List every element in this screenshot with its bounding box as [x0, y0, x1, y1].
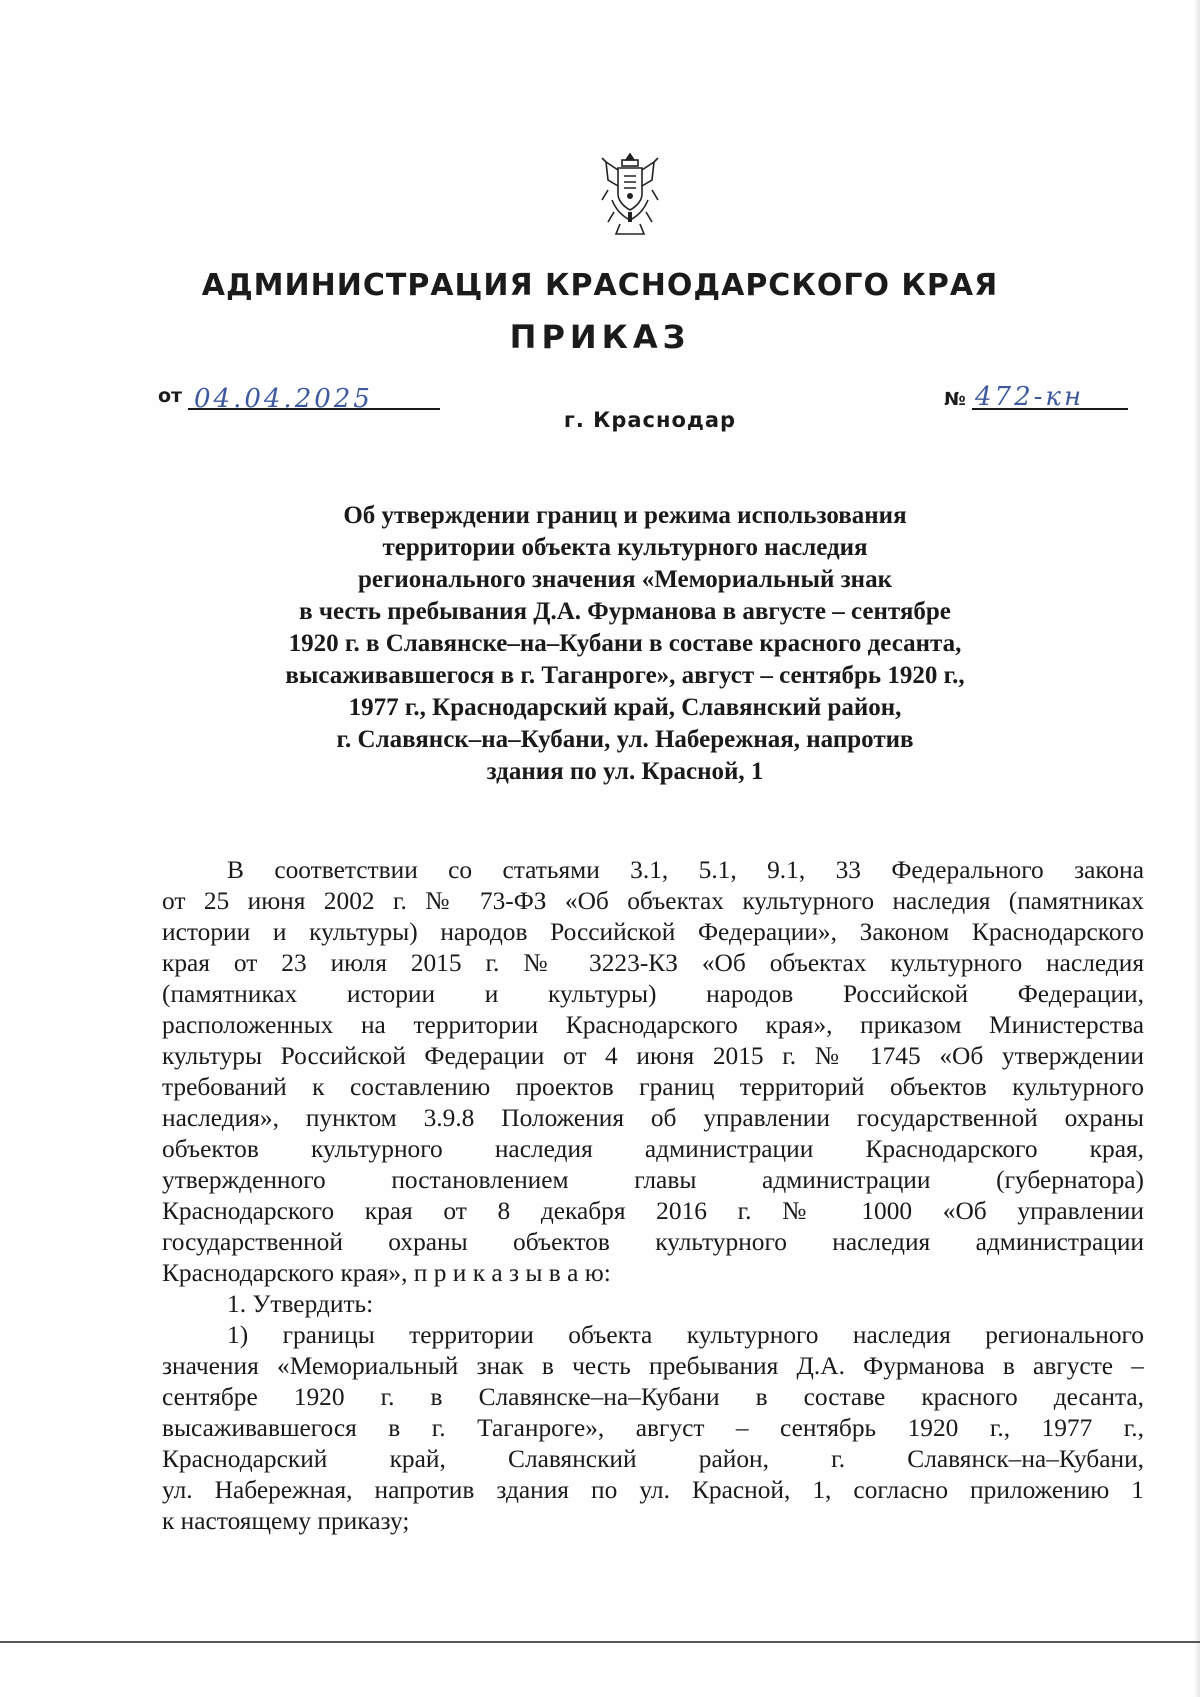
body-line: объектов культурного наследия администрации Краснодарского края,	[162, 1135, 1144, 1163]
body-line: (памятниках истории и культуры) народов Российской Федерации,	[162, 980, 1144, 1008]
subject-line: территории объекта культурного наследия	[382, 534, 868, 561]
subject-line: здания по ул. Красной, 1	[486, 758, 764, 785]
body-line: от 25 июня 2002 г. № 73-ФЗ «Об объектах культурного наследия (памятниках	[162, 887, 1144, 915]
subject-line: г. Славянск–на–Кубани, ул. Набережная, напротив	[336, 726, 914, 753]
body-line: Краснодарский край, Славянский район, г. Славянск–на–Кубани,	[162, 1445, 1144, 1473]
body-line: расположенных на территории Краснодарского края», приказом Министерства	[162, 1011, 1144, 1039]
body-line: ул. Набережная, напротив здания по ул. Красной, 1, согласно приложению 1	[162, 1476, 1144, 1504]
subject-line: 1977 г., Краснодарский край, Славянский район,	[348, 694, 902, 721]
body-line: наследия», пунктом 3.9.8 Положения об управлении государственной охраны	[162, 1104, 1144, 1132]
number-prefix: №	[944, 389, 966, 410]
subject-line: высаживавшегося в г. Таганроге», август – сентябрь 1920 г.,	[285, 662, 965, 689]
page-bottom-border	[0, 1641, 1200, 1643]
handwritten-number: 472-кн	[975, 382, 1085, 412]
body-line: сентябре 1920 г. в Славянске–на–Кубани в составе красного десанта,	[162, 1383, 1144, 1411]
scan-edge	[1194, 0, 1200, 1697]
body-line: государственной охраны объектов культурного наследия администрации	[162, 1228, 1144, 1256]
body-line: 1. Утвердить:	[227, 1290, 374, 1318]
coat-of-arms-icon	[598, 150, 662, 240]
body-line: высаживавшегося в г. Таганроге», август – сентябрь 1920 г., 1977 г.,	[162, 1414, 1144, 1442]
document-body	[162, 855, 1144, 1537]
subject-line: регионального значения «Мемориальный знак	[357, 566, 892, 593]
body-line: требований к составлению проектов границ территорий объектов культурного	[162, 1073, 1144, 1101]
body-line: к настоящему приказу;	[162, 1507, 410, 1535]
organization-title: АДМИНИСТРАЦИЯ КРАСНОДАРСКОГО КРАЯ	[201, 268, 999, 303]
document-type: ПРИКАЗ	[509, 318, 691, 356]
date-prefix: от	[158, 385, 183, 407]
body-line: Краснодарского края», п р и к а з ы в а ю:	[162, 1259, 611, 1287]
subject-line: Об утверждении границ и режима использования	[343, 502, 907, 529]
subject-line: в честь пребывания Д.А. Фурманова в августе – сентябре	[299, 598, 951, 625]
body-line: В соответствии со статьями 3.1, 5.1, 9.1, 33 Федерального закона	[227, 856, 1144, 884]
body-line: края от 23 июля 2015 г. № 3223-КЗ «Об объектах культурного наследия	[162, 949, 1144, 977]
body-line: 1) границы территории объекта культурного наследия регионального	[227, 1321, 1144, 1349]
city-line: г. Краснодар	[563, 408, 737, 432]
handwritten-date: 04.04.2025	[194, 384, 373, 414]
body-line: Краснодарского края от 8 декабря 2016 г. № 1000 «Об управлении	[162, 1197, 1144, 1225]
body-line: истории и культуры) народов Российской Федерации», Законом Краснодарского	[162, 918, 1144, 946]
subject-heading	[230, 500, 1020, 788]
body-line: утвержденного постановлением главы администрации (губернатора)	[162, 1166, 1144, 1194]
body-line: значения «Мемориальный знак в честь пребывания Д.А. Фурманова в августе –	[162, 1352, 1144, 1380]
body-line: культуры Российской Федерации от 4 июня 2015 г. № 1745 «Об утверждении	[162, 1042, 1144, 1070]
subject-line: 1920 г. в Славянске–на–Кубани в составе красного десанта,	[288, 630, 962, 657]
